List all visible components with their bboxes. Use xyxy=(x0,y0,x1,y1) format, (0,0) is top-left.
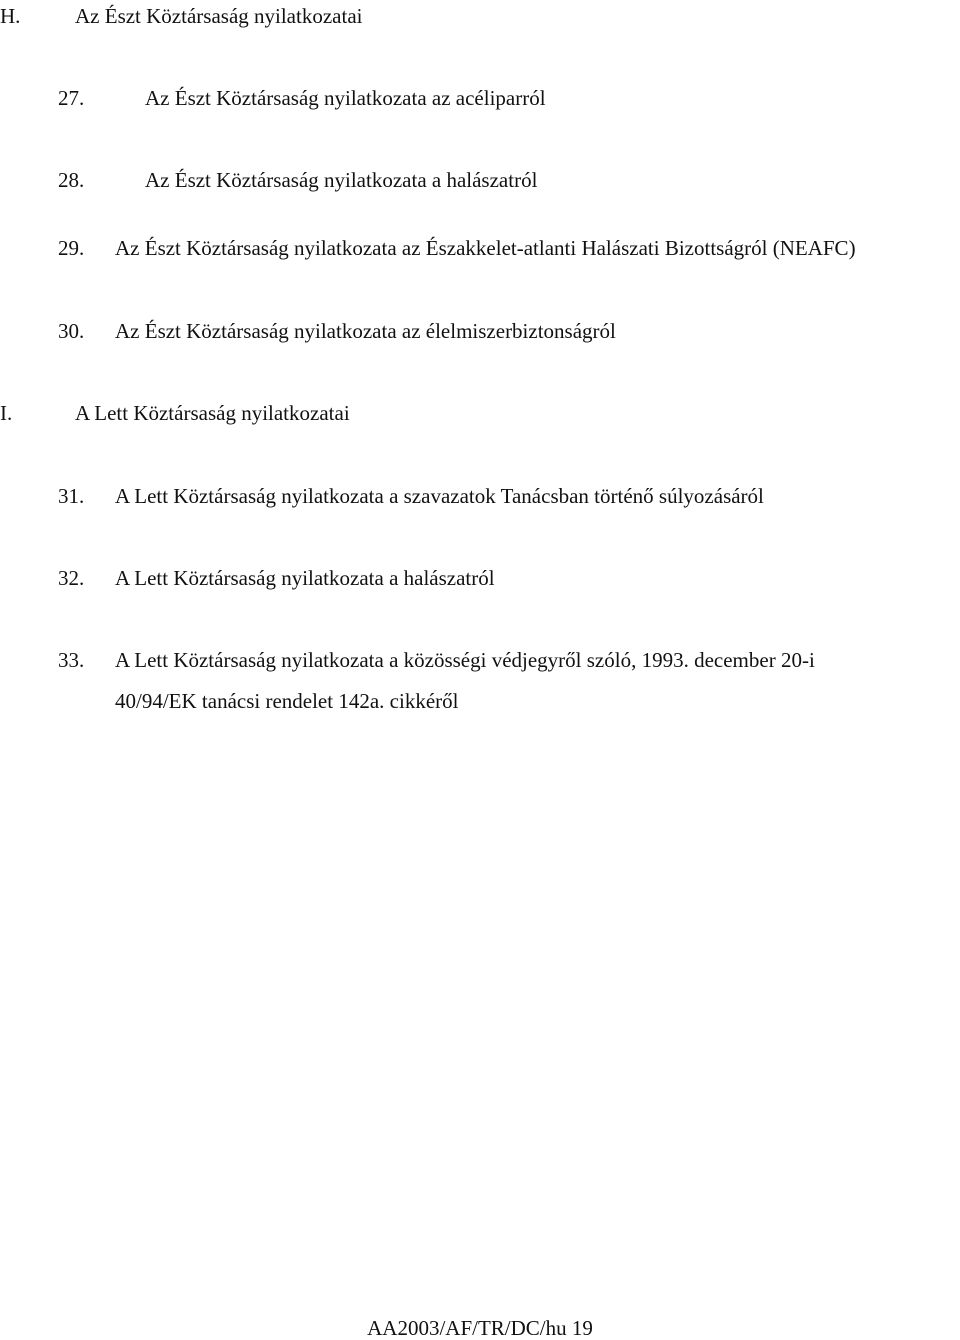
item-text: Az Észt Köztársaság nyilatkozata a halászatról xyxy=(145,168,538,192)
item-text: A Lett Köztársaság nyilatkozata a szavazatok Tanácsban történő súlyozásáról xyxy=(115,484,764,508)
section-label: H. xyxy=(0,4,21,28)
item-number: 33. xyxy=(58,648,85,672)
item-text: A Lett Köztársaság nyilatkozata a közösségi védjegyről szóló, 1993. december 20-i xyxy=(115,648,815,672)
item-number: 31. xyxy=(58,484,85,508)
page-footer-reference: AA2003/AF/TR/DC/hu 19 xyxy=(367,1316,593,1340)
item-text: Az Észt Köztársaság nyilatkozata az acéliparról xyxy=(145,86,546,110)
item-text: A Lett Köztársaság nyilatkozata a halászatról xyxy=(115,566,495,590)
item-number: 27. xyxy=(58,86,85,110)
item-text: Az Észt Köztársaság nyilatkozata az élelmiszerbiztonságról xyxy=(115,319,616,343)
item-text: Az Észt Köztársaság nyilatkozata az Északkelet-atlanti Halászati Bizottságról (NEAFC) xyxy=(115,236,856,260)
section-label: I. xyxy=(0,401,13,425)
section-title: Az Észt Köztársaság nyilatkozatai xyxy=(75,4,363,28)
item-text-continuation: 40/94/EK tanácsi rendelet 142a. cikkéről xyxy=(115,689,459,713)
item-number: 29. xyxy=(58,236,85,260)
item-number: 28. xyxy=(58,168,85,192)
item-number: 30. xyxy=(58,319,85,343)
section-title: A Lett Köztársaság nyilatkozatai xyxy=(75,401,350,425)
item-number: 32. xyxy=(58,566,85,590)
